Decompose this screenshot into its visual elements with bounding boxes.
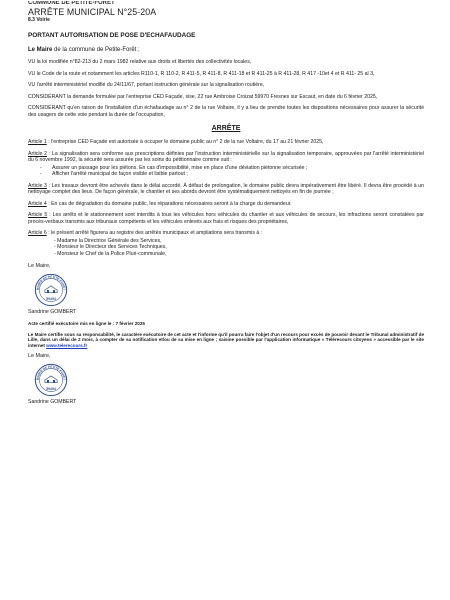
visa-3: VU l'arrêté interministériel modifié du 24/11/67, portant instruction générale sur la signalisation routière, bbox=[28, 82, 265, 88]
article-5-text: : Les arrêts et le stationnement sont interdits à tous les véhicules hors véhicules du chantier et aux véhicules de secours, les infractions seront constatées par procès-verbaux transmis aux tribunaux compétents et les véhicules enlevés aux frais et risques des propriétaires, bbox=[28, 212, 424, 225]
article-5 bbox=[28, 212, 424, 225]
article-6 bbox=[28, 230, 424, 237]
article-6-label: Article 6 bbox=[28, 230, 47, 236]
header-commune-cut: COMMUNE DE PETITE-FORET bbox=[28, 1, 115, 5]
considerant-2: CONSIDÉRANT qu'en raison de l'installation d'un échafaudage au n° 2 de la rue Voltaire, il y a lieu de prendre toutes les dispositions nécessaires pour assurer la sécurité des usagers de cette voie pendant la durée de l'occupation, bbox=[28, 105, 424, 118]
svg-text:MAIRIE DE PETITE-FORÊT bbox=[36, 365, 67, 381]
visa-1: VU la loi modifiée n°82-213 du 2 mars 1982 relative aux droits et libertés des collectivités locales, bbox=[28, 59, 252, 65]
article-1-label: Article 1 bbox=[28, 139, 47, 145]
article-2 bbox=[28, 151, 424, 164]
article-3 bbox=[28, 183, 424, 196]
list-item: - Monsieur le Chef de la Police Pluri-communale, bbox=[54, 251, 424, 258]
signature-title: Le Maire, bbox=[28, 263, 51, 269]
article-2-label: Article 2 bbox=[28, 150, 48, 157]
considerant-1: CONSIDÉRANT la demande formulée par l'entreprise CED Façade, sise, 22 rue Ambroise Croizat 59970 Fresnes sur Escaut, en date du 6 février 2025, bbox=[28, 93, 378, 100]
signature-block-2 bbox=[28, 353, 424, 405]
article-5-label: Article 5 bbox=[28, 212, 48, 218]
list-item: - Monsieur le Directeur des Services Techniques, bbox=[54, 244, 424, 251]
arrete-heading: ARRÊTE bbox=[211, 125, 241, 132]
article-1 bbox=[28, 139, 424, 146]
article-6-text: : le présent arrêté figurera au registre des arrêtés municipaux et ampliations sera transmis à : bbox=[46, 230, 263, 236]
article-4-text: : En cas de dégradation du domaine public, les réparations nécessaires seront à la charge du demandeur. bbox=[46, 200, 292, 207]
list-item: - Madame la Directrice Générale des Services, bbox=[54, 238, 424, 245]
signatory-name: Sandrine GOMBERT bbox=[28, 308, 77, 315]
article-2-text: : La signalisation sera conforme aux prescriptions définies par l'instruction interministérielle sur la signalisation temporaire, approuvées par l'arrêté interministériel du 6 novembre 1992, la sécurité sera assurée par les soins du pétitionnaire comme suit : bbox=[28, 150, 424, 163]
telerecours-link[interactable]: www.telerecours.fr bbox=[46, 342, 88, 348]
signatory-name: Sandrine GOMBERT bbox=[28, 398, 77, 405]
seal-text-top: MAIRIE DE PETITE-FORÊT bbox=[35, 274, 67, 290]
article-4 bbox=[28, 201, 424, 208]
maire-line bbox=[28, 46, 424, 54]
maire-rest: de la commune de Petite-Forêt ; bbox=[52, 47, 140, 53]
online-notice: Acte certifié exécutoire mis en ligne le : 7 février 2025 bbox=[28, 321, 145, 326]
maire-bold: Le Maire bbox=[28, 47, 53, 53]
visa-2: VU le Code de la route et notamment les articles R110-1, R 110-2, R 411-5, R 411-8, R 411-18 et R 411-25 à R 411-28, R 417 -10et 4 et R 411- 25 al 3, bbox=[28, 70, 375, 77]
list-item: - Assurer un passage pour les piétons. En cas d'impossibilité, mise en place d'une déviation piétonne sécurisée ; bbox=[52, 165, 424, 172]
article-6-recipients bbox=[28, 238, 424, 258]
article-2-list bbox=[28, 165, 424, 178]
mairie-seal-icon bbox=[34, 273, 68, 307]
signature-title: Le Maire, bbox=[28, 353, 51, 360]
article-3-text: : Les travaux devront être achevés dans le délai accordé. À défaut de prolongation, le domaine public devra impérativement être libéré. Il devra être procédé à un nettoyage complet des lieux. De façon générale, le chantier et ses abords devront être systématiquement nettoyés en fin de journée ; bbox=[28, 182, 424, 195]
article-3-label: Article 3 bbox=[28, 182, 47, 189]
svg-text:MAIRIE DE PETITE-FORÊT bbox=[36, 274, 67, 290]
article-1-text: : l'entreprise CED Façade est autorisée à occuper le domaine public au n° 2 de la rue Voltaire, du 17 au 21 février 2025, bbox=[46, 139, 324, 145]
section-label: 8.3 Voirie bbox=[28, 17, 50, 23]
list-item: - Afficher l'arrêté municipal de façon visible et lisible partout ; bbox=[52, 171, 424, 178]
mairie-seal-icon bbox=[34, 363, 68, 397]
signature-block-1 bbox=[28, 263, 424, 315]
arrete-number: ARRÊTE MUNICIPAL N°25-20A bbox=[28, 7, 157, 17]
recours-notice bbox=[28, 332, 424, 349]
document-subject: PORTANT AUTORISATION DE POSE D'ECHAFAUDAGE bbox=[28, 32, 196, 39]
seal-text-bottom: 59494 bbox=[46, 296, 56, 301]
seal-text-bottom: 59494 bbox=[46, 387, 56, 392]
recours-text: Le Maire certifie sous sa responsabilité, le caractère exécutoire de cet acte et l'informe qu'il pourra faire l'objet d'un recours pour excès de pouvoir devant le Tribunal administratif de Lille, dans un délai de 2 mois, à compter de sa notification et/ou de sa mise en ligne ; saisine possible par l'application informatique « Télérecours citoyens » accessible par le site internet bbox=[28, 331, 424, 348]
seal-text-top: MAIRIE DE PETITE-FORÊT bbox=[35, 364, 67, 381]
article-4-label: Article 4 bbox=[28, 200, 47, 207]
